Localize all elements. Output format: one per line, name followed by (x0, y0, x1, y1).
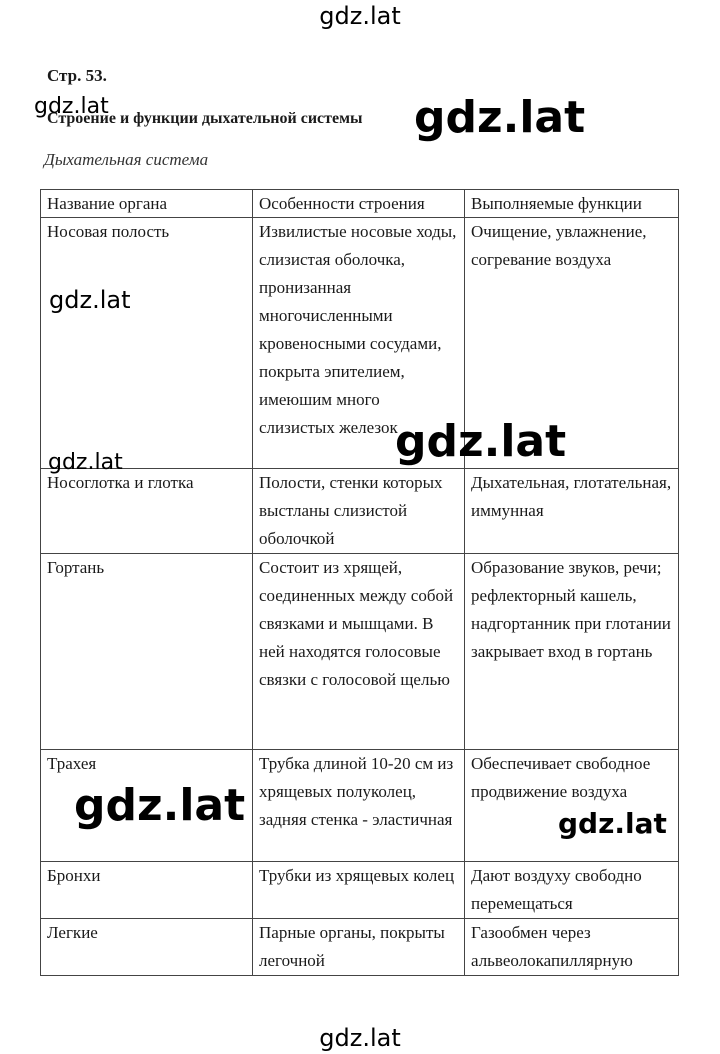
organs-table (40, 189, 679, 976)
function-cell: Обеспечивает свободное продвижение воздуха (465, 750, 679, 862)
section-subtitle: Дыхательная система (44, 150, 209, 169)
organ-cell: Трахея (41, 750, 253, 862)
watermark-medium: gdz.lat (558, 807, 667, 840)
structure-cell: Состоит из хрящей, соединенных между собой связками и мышцами. В ней находятся голосовые связки с голосовой щелью (253, 554, 465, 750)
table-row (41, 554, 679, 750)
watermark-large: gdz.lat (414, 92, 586, 143)
page-reference: Стр. 53. (47, 66, 107, 85)
organ-cell: Бронхи (41, 862, 253, 919)
function-cell: Дают воздуху свободно перемещаться (465, 862, 679, 919)
organ-cell: Носовая полость (41, 218, 253, 469)
header-function: Выполняемые функции (465, 190, 679, 218)
function-cell: Газообмен через альвеолокапиллярную (465, 919, 679, 976)
function-cell: Очищение, увлажнение, согревание воздуха (465, 218, 679, 469)
table-row (41, 919, 679, 976)
table-row (41, 862, 679, 919)
header-organ: Название органа (41, 190, 253, 218)
watermark-top: gdz.lat (319, 2, 401, 30)
watermark-small: gdz.lat (48, 450, 123, 475)
watermark-small: gdz.lat (34, 94, 109, 119)
structure-cell: Парные органы, покрыты легочной (253, 919, 465, 976)
structure-cell: Трубки из хрящевых колец (253, 862, 465, 919)
watermark-large: gdz.lat (395, 416, 567, 467)
table-header-row (41, 190, 679, 218)
organ-cell: Легкие (41, 919, 253, 976)
header-structure: Особенности строения (253, 190, 465, 218)
table-row (41, 218, 679, 469)
structure-cell: Полости, стенки которых выстланы слизистой оболочкой (253, 469, 465, 554)
topic-heading: Строение и функции дыхательной системы (47, 110, 363, 127)
function-cell: Образование звуков, речи; рефлекторный кашель, надгортанник при глотании закрывает вход в гортань (465, 554, 679, 750)
table-row (41, 469, 679, 554)
structure-cell: Извилистые носовые ходы, слизистая оболочка, пронизанная многочисленными кровеносными сосудами, покрыта эпителием, имеюшим много слизистых железок (253, 218, 465, 469)
watermark-small: gdz.lat (49, 286, 131, 314)
watermark-large: gdz.lat (74, 780, 246, 831)
organ-cell: Гортань (41, 554, 253, 750)
organ-cell: Носоглотка и глотка (41, 469, 253, 554)
structure-cell: Трубка длиной 10-20 см из хрящевых полуколец, задняя стенка - эластичная (253, 750, 465, 862)
watermark-bottom: gdz.lat (319, 1024, 401, 1052)
function-cell: Дыхательная, глотательная, иммунная (465, 469, 679, 554)
